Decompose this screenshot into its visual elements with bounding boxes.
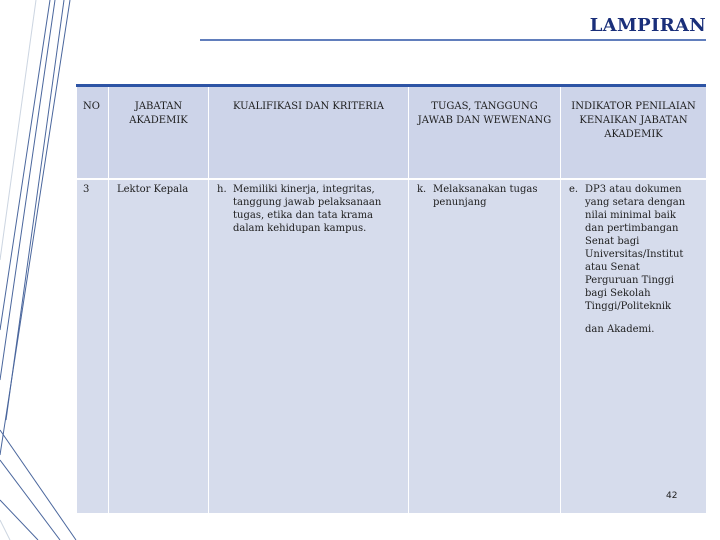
cell-jabatan: Lektor Kepala [109, 179, 209, 513]
cell-no: 3 [77, 179, 109, 513]
header-tugas: TUGAS, TANGGUNG JAWAB DAN WEWENANG [409, 87, 561, 179]
item-letter: e. [569, 184, 579, 195]
cell-indikator [561, 179, 707, 513]
item-text: DP3 atau dokumen yang setara dengan nilai minimal baik dan pertimbangan Senat bagi Universitas/Institut atau Senat Perguruan Tinggi bagi Sekolah Tinggi/Politeknik [585, 184, 686, 312]
cell-kualifikasi [209, 179, 409, 513]
item-letter: k. [417, 184, 427, 195]
item-letter: h. [217, 184, 227, 195]
page-number: 42 [666, 491, 678, 501]
header-no: NO [77, 87, 109, 179]
table-header-row [77, 87, 707, 179]
header-jabatan: JABATAN AKADEMIK [109, 87, 209, 179]
list-item [209, 180, 408, 235]
page-title: LAMPIRAN [589, 15, 706, 36]
table-row [77, 179, 707, 513]
item-text: Memiliki kinerja, integritas, tanggung jawab pelaksanaan tugas, etika dan tata krama dalam kehidupan kampus. [233, 184, 382, 234]
header-kualifikasi: KUALIFIKASI DAN KRITERIA [209, 87, 409, 179]
cell-tugas [409, 179, 561, 513]
header-indikator: INDIKATOR PENILAIAN KENAIKAN JABATAN AKADEMIK [561, 87, 707, 179]
item-text: Melaksanakan tugas penunjang [433, 184, 538, 208]
list-item [409, 180, 560, 209]
item-continuation: dan Akademi. [585, 324, 655, 335]
list-item [561, 180, 706, 313]
criteria-table [76, 84, 706, 513]
criteria-table-grid [76, 87, 707, 513]
